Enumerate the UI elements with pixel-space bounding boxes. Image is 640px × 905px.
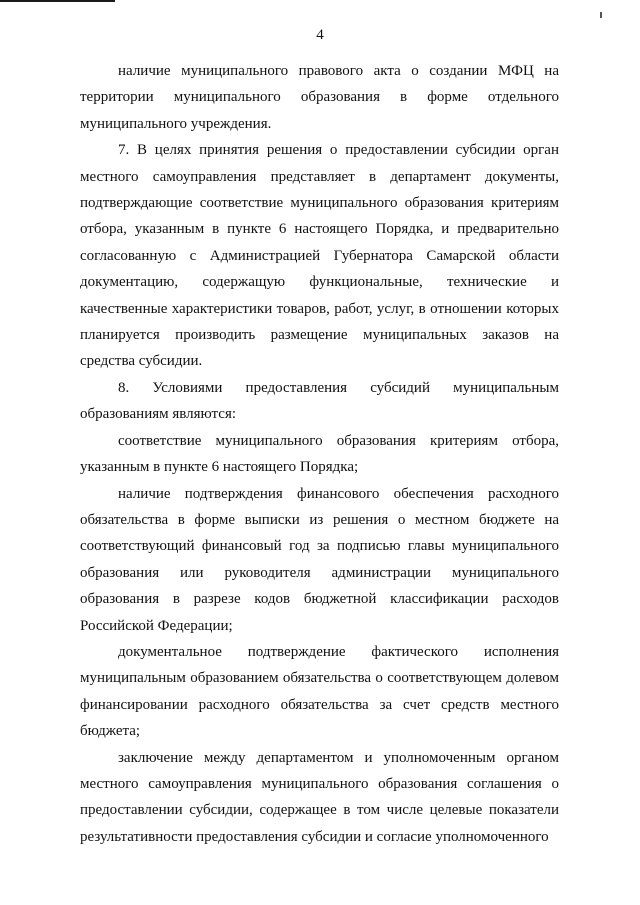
paragraph-criteria-compliance: соответствие муниципального образования критериям отбора, указанным в пункте 6 настоящего Порядка; — [80, 432, 559, 476]
page-number: 4 — [316, 27, 324, 43]
paragraph-item-8: 8. Условиями предоставления субсидий муниципальным образованиям являются: — [80, 379, 559, 423]
paragraph-financial-confirmation: наличие подтверждения финансового обеспечения расходного обязательства в форме выписки из решения о местном бюджете на соответствующий финансовый год за подписью главы муниципального образования или руководителя администрации муниципального образования в разрезе кодов бюджетной классификации расходов Российской Федерации; — [80, 485, 559, 634]
scan-edge-mark — [0, 0, 115, 2]
paragraph-documentary-confirmation: документальное подтверждение фактического исполнения муниципальным образованием обязательства о соответствующем долевом финансировании расходного обязательства за счет средств местного бюджета; — [80, 643, 559, 740]
paragraph-item-7: 7. В целях принятия решения о предоставлении субсидии орган местного самоуправления представляет в департамент документы, подтверждающие соответствие муниципального образования критериям отбора, указанным в пункте 6 настоящего Порядка, и предварительно согласованную с Администрацией Губернатора Самарской области документацию, содержащую функциональные, технические и качественные характеристики товаров, работ, услуг, в отношении которых планируется производить размещение муниципальных заказов на средства субсидии. — [80, 142, 559, 370]
paragraph-mfc-act: наличие муниципального правового акта о создании МФЦ на территории муниципального образования в форме отдельного муниципального учреждения. — [80, 63, 559, 132]
scan-speck — [600, 12, 602, 18]
document-body — [80, 58, 559, 850]
paragraph-agreement: заключение между департаментом и уполномоченным органом местного самоуправления муниципального образования соглашения о предоставлении субсидии, содержащее в том числе целевые показатели результативности предоставления субсидии и согласие уполномоченного — [80, 749, 559, 845]
